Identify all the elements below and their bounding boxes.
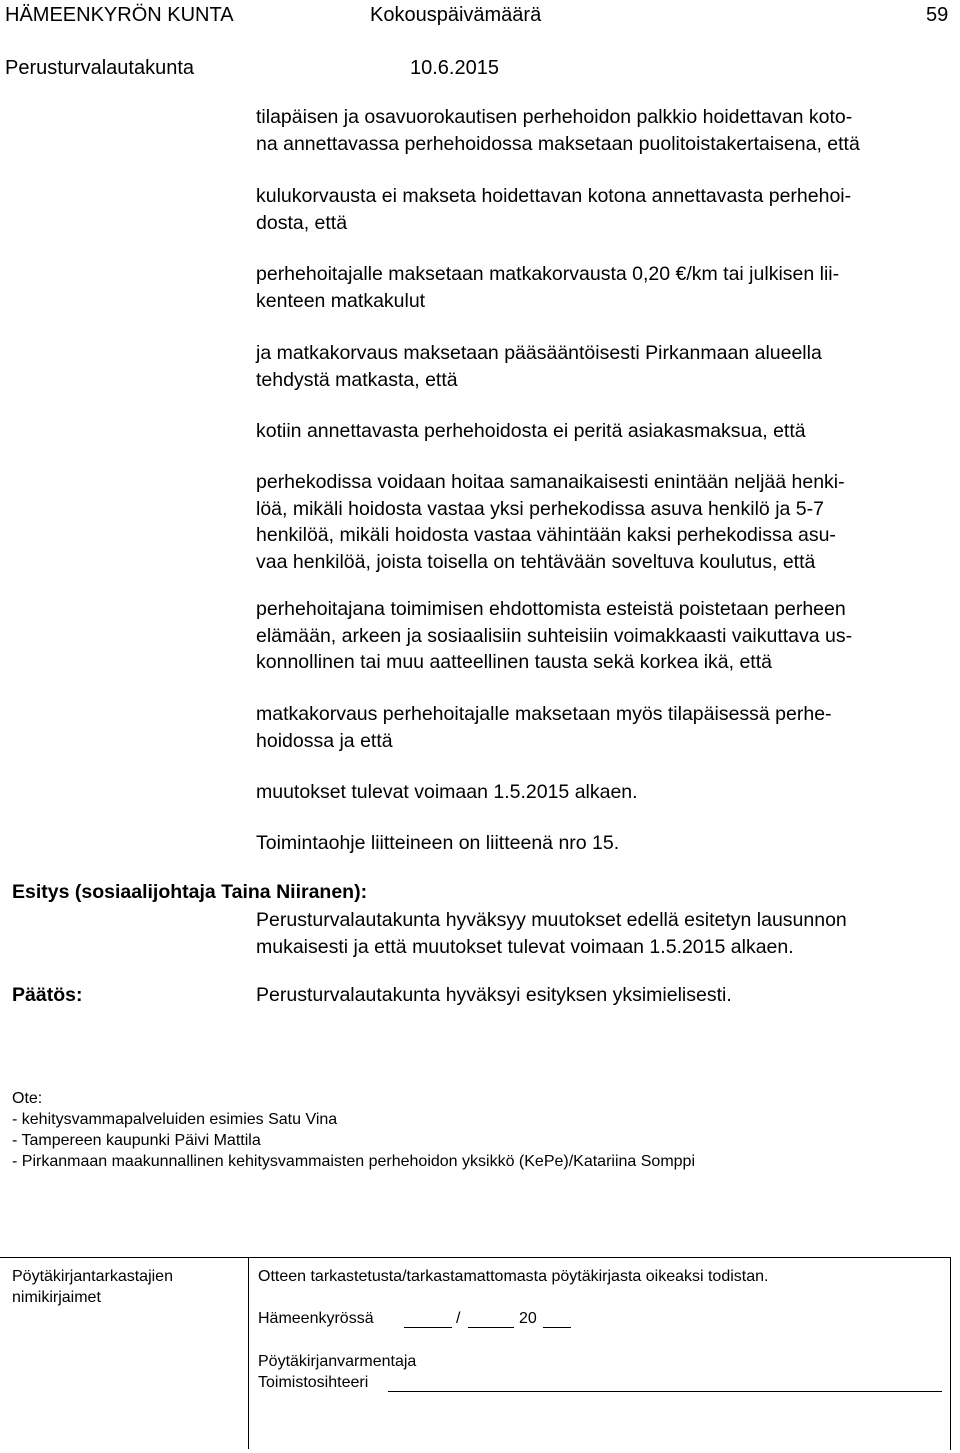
paragraph-6: [256, 469, 946, 575]
certification-text: Otteen tarkastetusta/tarkastamattomasta pöytäkirjasta oikeaksi todistan.: [258, 1268, 769, 1285]
date-slash: /: [456, 1310, 461, 1327]
text-line: muutokset tulevat voimaan 1.5.2015 alkaen.: [256, 781, 638, 803]
meeting-date: 10.6.2015: [410, 57, 499, 79]
paragraph-4: [256, 340, 946, 393]
text-line: Toimintaohje liitteineen on liitteenä nro 15.: [256, 832, 620, 854]
page-number: 59: [926, 4, 949, 26]
text-line: löä, mikäli hoidosta vastaa yksi perhekodissa asuva henkilö ja 5-7: [256, 497, 824, 520]
document-type: Kokouspäivämäärä: [370, 4, 542, 26]
decision-label: Päätös:: [12, 984, 83, 1006]
day-blank: [404, 1327, 452, 1328]
text-line: konnollinen tai muu aatteellinen tausta sekä korkea ikä, että: [256, 651, 772, 673]
recipient-item: - kehitysvammapalveluiden esimies Satu Vina: [12, 1111, 338, 1128]
paragraph-8: [256, 701, 946, 754]
text-line: kulukorvausta ei makseta hoidettavan kotona annettavasta perhehoi-: [256, 185, 852, 207]
recipient-item: - Tampereen kaupunki Päivi Mattila: [12, 1132, 261, 1149]
text-line: Perusturvalautakunta hyväksyy muutokset edellä esitetyn lausunnon: [256, 909, 847, 931]
text-line: kenteen matkakulut: [256, 289, 426, 312]
place-label: Hämeenkyrössä: [258, 1310, 374, 1327]
decision-text: Perusturvalautakunta hyväksyi esityksen yksimielisesti.: [256, 984, 732, 1006]
proposal-text: [256, 907, 946, 960]
text-line: elämään, arkeen ja sosiaalisiin suhteisiin voimakkaasti vaikuttava us-: [256, 624, 853, 647]
municipality-name: HÄMEENKYRÖN KUNTA: [5, 4, 234, 26]
verifier-label: Pöytäkirjanvarmentaja: [258, 1353, 417, 1370]
signature-line: [388, 1391, 942, 1392]
footer-divider: [248, 1257, 249, 1449]
paragraph-2: [256, 183, 946, 236]
text-line: vaa henkilöä, joista toisella on tehtävään soveltuva koulutus, että: [256, 550, 816, 573]
text-line: perhekodissa voidaan hoitaa samanaikaisesti enintään neljää henki-: [256, 471, 845, 493]
text-line: hoidossa ja että: [256, 729, 393, 752]
text-line: perhehoitajalle maksetaan matkakorvausta 0,20 €/km tai julkisen lii-: [256, 263, 840, 285]
text-line: perhehoitajana toimimisen ehdottomista esteistä poistetaan perheen: [256, 598, 846, 620]
text-line: kotiin annettavasta perhehoidosta ei peritä asiakasmaksua, että: [256, 420, 806, 442]
year-prefix: 20: [519, 1310, 537, 1327]
text-line: henkilöä, mikäli hoidosta vastaa vähintään kaksi perhekodissa asu-: [256, 524, 836, 546]
paragraph-1: [256, 104, 946, 157]
paragraph-3: [256, 261, 946, 314]
text-line: matkakorvaus perhehoitajalle maksetaan myös tilapäisessä perhe-: [256, 703, 832, 725]
recipient-item: - Pirkanmaan maakunnallinen kehitysvammaisten perhehoidon yksikkö (KePe)/Katariina Somppi: [12, 1153, 696, 1170]
text-line: mukaisesti ja että muutokset tulevat voimaan 1.5.2015 alkaen.: [256, 935, 794, 958]
official-title: Toimistosihteeri: [258, 1374, 369, 1391]
paragraph-7: [256, 596, 946, 676]
text-line: tehdystä matkasta, että: [256, 368, 458, 391]
paragraph-10: [256, 830, 946, 857]
year-blank: [543, 1327, 571, 1328]
extract-label: Ote:: [12, 1090, 43, 1107]
proposal-heading: Esitys (sosiaalijohtaja Taina Niiranen):: [12, 881, 368, 903]
text-line: na annettavassa perhehoidossa maksetaan puolitoistakertaisena, että: [256, 132, 860, 155]
committee-name: Perusturvalautakunta: [5, 57, 195, 79]
month-blank: [468, 1327, 514, 1328]
paragraph-5: [256, 418, 946, 445]
text-line: dosta, että: [256, 211, 348, 234]
text-line: ja matkakorvaus maksetaan pääsääntöisesti Pirkanmaan alueella: [256, 342, 822, 364]
signatures-label: Pöytäkirjantarkastajien: [12, 1268, 173, 1285]
paragraph-9: [256, 779, 946, 806]
text-line: tilapäisen ja osavuorokautisen perhehoidon palkkio hoidettavan koto-: [256, 106, 853, 128]
signatures-label: nimikirjaimet: [12, 1289, 101, 1306]
